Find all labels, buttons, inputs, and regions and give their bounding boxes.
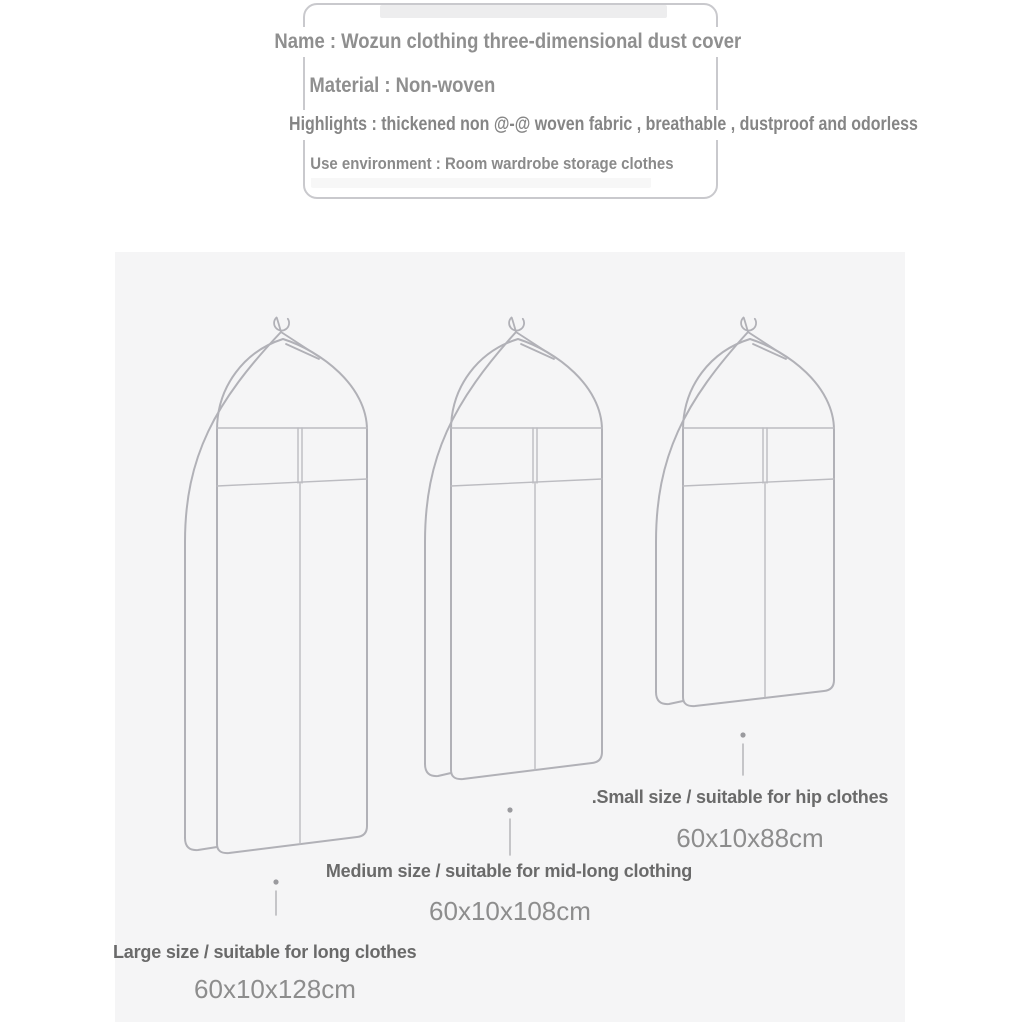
size-label-small: .Small size / suitable for hip clothes [591,787,889,807]
gusset-bottom [425,764,451,776]
hanger-hook-icon [741,318,756,333]
hanger-hook-icon [509,318,524,333]
zipper-top-lines [298,428,302,483]
gusset-outline [656,332,748,692]
cover-front-outline [451,339,602,779]
cover-front-outline [217,339,367,853]
garment-bag-medium-drawing [425,318,602,856]
product-name-text: Name : Wozun clothing three-dimensional dust cover [270,27,746,57]
product-highlights-text: Highlights : thickened non @-@ woven fabric , breathable , dustproof and odorless [284,110,923,140]
blurred-watermark-band [380,5,667,18]
gusset-outline [425,332,516,764]
hanger-shoulder-lines [281,332,321,359]
pointer-dot [507,807,512,812]
zipper-top-lines [533,428,537,483]
size-label-large: Large size / suitable for long clothes [113,942,417,962]
hanger-shoulder-lines [748,332,788,359]
product-material-text: Material : Non-woven [305,71,500,101]
size-label-medium: Medium size / suitable for mid-long clothing [325,861,693,881]
size-dimensions-small: 60x10x88cm [676,823,824,853]
gusset-outline [185,332,281,838]
hanger-hook-icon [274,318,289,333]
zipper-top-lines [763,428,767,483]
size-dimensions-large: 60x10x128cm [194,974,356,1004]
size-dimensions-medium: 60x10x108cm [429,896,591,926]
waist-seam-line [451,479,602,486]
waist-seam-line [683,479,834,486]
gusset-bottom [185,838,217,850]
garment-bag-large-drawing [185,318,367,916]
pointer-dot [273,879,278,884]
garment-bag-small-drawing [656,318,834,776]
pointer-dot [740,732,745,737]
cover-front-outline [683,339,834,706]
gusset-bottom [656,692,683,704]
waist-seam-line [217,479,367,486]
hanger-shoulder-lines [516,332,556,359]
product-use-environment-text: Use environment : Room wardrobe storage clothes [305,150,679,178]
